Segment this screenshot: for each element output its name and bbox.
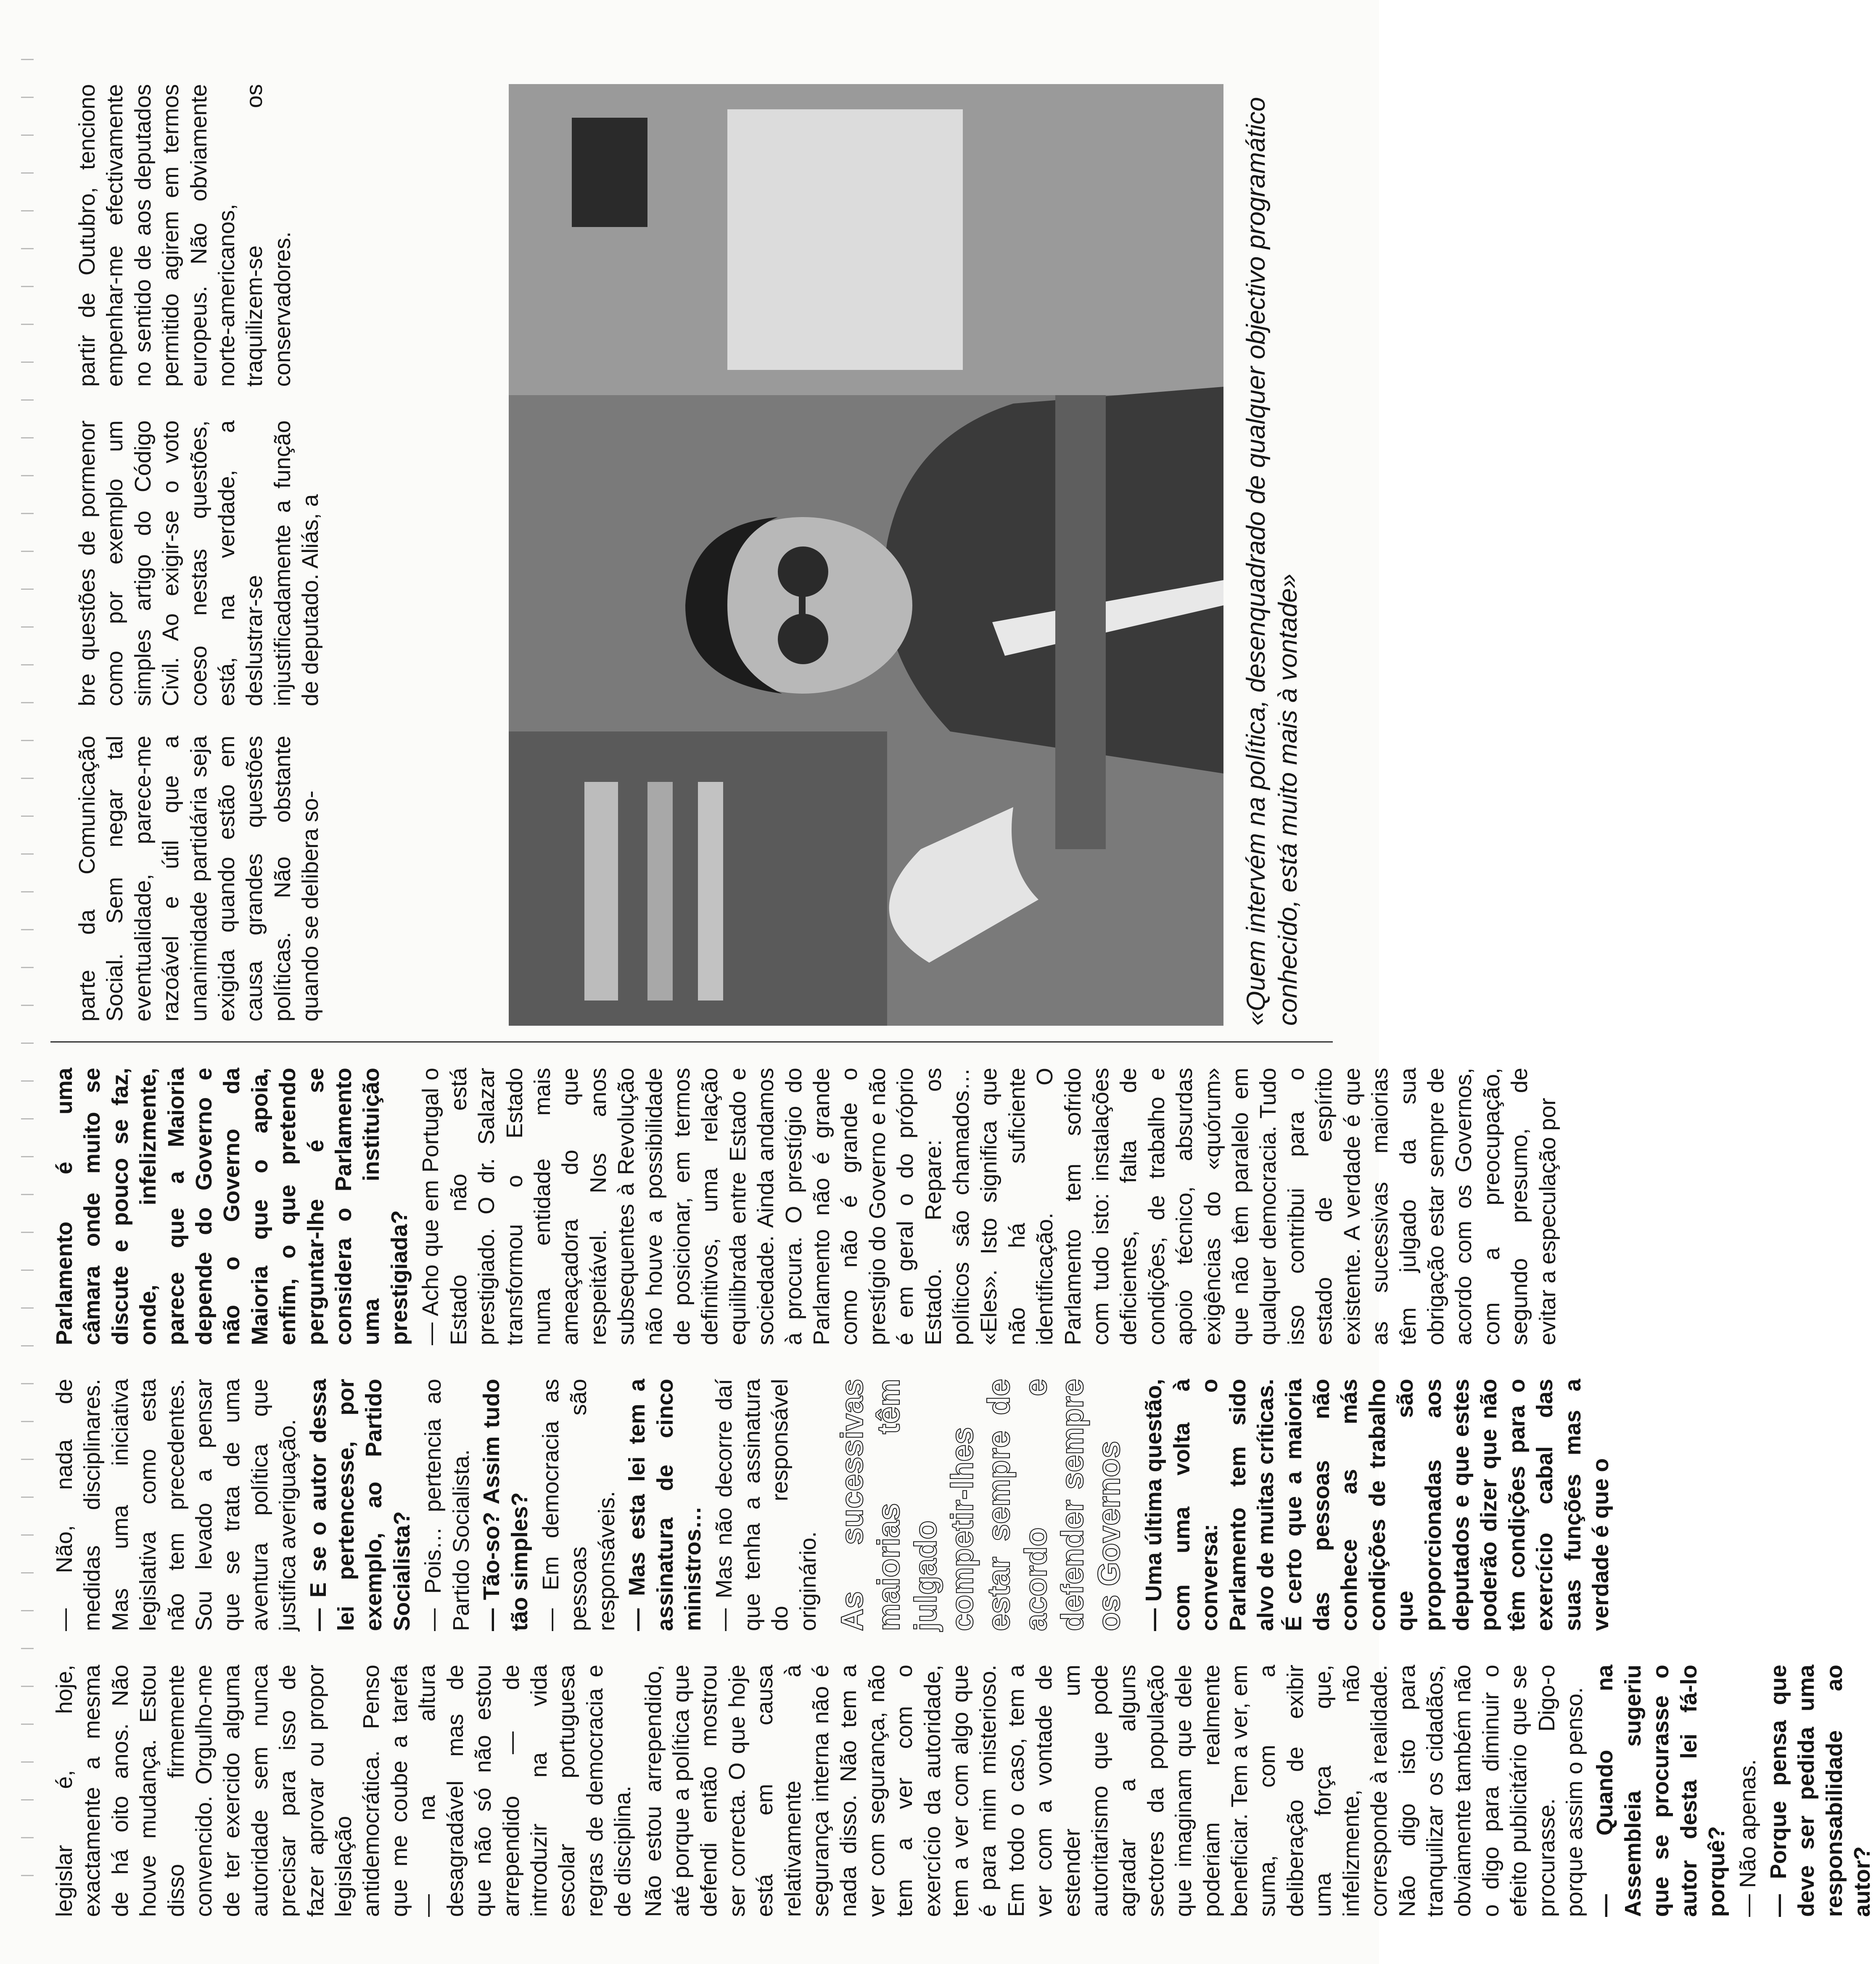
paragraph: bre questões de pormenor como por exemplo um simples artigo do Código Civil. Ao exigir-se o voto coeso nestas questões, está, na verdade, a deslustrar-se injustificadamente a função de deputado. Aliás, a bbox=[74, 420, 323, 706]
interview-question: — Uma última questão, com uma volta à conversa: o Parlamento tem sido alvo de muitas críticas. É certo que a maioria das pessoas não conhece as más condições de trabalho que são proporcionadas aos deputados e que estes poderão dizer que não têm condições para o exercício cabal das suas funções mas a verdade é que o bbox=[1141, 1379, 1613, 1631]
paragraph: Não estou arrependido, até porque a política que defendi então mostrou ser correcta. O que hoje está em causa relativamente à segurança interna não é nada disso. Não tem a ver com segurança, não tem a ver com o exercício da autoridade, tem a ver com algo que é para mim misterioso. Em todo o caso, tem a ver com a vontade de estender um autoritarismo que pode agradar a alguns sectores da população que imaginam que dele poderiam realmente beneficiar. Tem a ver, em suma, com a deliberação de exibir uma força que, infelizmente, não corresponde à realidade. Não digo isto para tranquilizar os cidadãos, obviamente também não o digo para diminuir o efeito publicitário que se procurasse. Digo-o porque assim o penso. bbox=[640, 1665, 1587, 1917]
interview-question: — Mas esta lei tem a assinatura de cinco ministros… bbox=[624, 1379, 705, 1631]
paragraph: parte da Comunicação Social. Sem negar tal eventualidade, parece-me razoável e útil que a unanimidade partidária seja exigida quando estão em causa grandes questões políticas. Não obstante quando se delibera so- bbox=[74, 736, 323, 1022]
interview-question: Parlamento é uma câmara onde muito se discute e pouco se faz, onde, infelizmente, parece que a Maioria depende do Governo e não o Governo da Maioria que o apoia, enfim, o que pretendo perguntar-lhe é se considera o Parlamento uma instituição prestigiada? bbox=[52, 1068, 412, 1345]
interview-question: — E se o autor dessa lei pertencesse, por exemplo, ao Partido Socialista? bbox=[305, 1379, 415, 1631]
column-2 bbox=[50, 1379, 1613, 1631]
interview-answer: — Pois… pertencia ao Partido Socialista. bbox=[420, 1379, 474, 1631]
top-text-3 bbox=[50, 84, 429, 387]
subheadline: As sucessivas maiorias têm julgado competir-lhes estar sempre de acordo e defender sempre os Governos bbox=[834, 1379, 1127, 1631]
column-3 bbox=[50, 1068, 1560, 1345]
interview-answer: — Mas não decorre daí que tenha a assinatura do responsável originário. bbox=[711, 1379, 821, 1631]
paragraph: partir de Outubro, tenciono empenhar-me efectivamente no sentido de aos deputados permitido agirem em termos europeus. Não obviamente norte-americanos, traquilizem-se os conservadores. bbox=[74, 84, 295, 387]
column-1 bbox=[50, 1665, 1875, 1917]
top-text-2 bbox=[50, 420, 429, 706]
interview-question: — Tão-so? Assim tudo tão simples? bbox=[479, 1379, 532, 1631]
interview-answer: — Acho que em Portugal o Estado não está prestigiado. O dr. Salazar transformou o Estado numa entidade mais ameaçadora do que respeitável. Nos anos subsequentes à Revolução não houve a possibilidade de posicionar, em termos definitivos, uma relação equilibrada entre Estado e sociedade. Ainda andamos à procura. O prestígio do Parlamento não é grande como não é grande o prestígio do Governo e não é em geral o do próprio Estado. Repare: os políticos são chamados… «Eles». Isto significa que não há suficiente identificação. O Parlamento tem sofrido com tudo isto: instalações deficientes, falta de condições, de trabalho e apoio técnico, absurdas exigências do «quórum» que não têm paralelo em qualquer democracia. Tudo isso contribui para o estado de espírito existente. A verdade é que as sucessivas maiorias têm julgado da sua obrigação estar sempre de acordo com os Governos, com a preocupação, segundo presumo, de evitar a especulação por bbox=[418, 1068, 1560, 1345]
interview-answer: — Em democracia as pessoas são responsáveis. bbox=[538, 1379, 619, 1631]
newspaper-page bbox=[50, 59, 1875, 1917]
interview-question: — Quando na Assembleia sugeriu que se procurasse o autor desta lei fá-lo porquê? bbox=[1592, 1665, 1729, 1917]
photo-image bbox=[509, 84, 1223, 1026]
top-text-1 bbox=[50, 736, 429, 1022]
column-divider bbox=[50, 1041, 1333, 1043]
interview-answer: — Não, nada de medidas disciplinares. Mas uma iniciativa legislativa como esta não tem precedentes. Sou levado a pensar que se trata de uma aventura política que justifica averiguação. bbox=[52, 1379, 301, 1631]
paragraph: legislar é, hoje, exactamente a mesma de há oito anos. Não houve mudança. Estou disso firmemente convencido. Orgulho-me de ter exercido alguma autoridade sem nunca precisar para isso de fazer aprovar ou propor legislação antidemocrática. Penso que me coube a tarefa — na altura desagradável mas de que não só não estou arrependido — de introduzir na vida escolar portuguesa regras de democracia e de disciplina. bbox=[52, 1665, 636, 1917]
interview-answer: — Não apenas. bbox=[1735, 1759, 1761, 1917]
scan-edge-dots bbox=[21, 59, 34, 1909]
interview-question: — Porque pensa que deve ser pedida uma responsabilidade ao autor? bbox=[1765, 1665, 1875, 1917]
photo-caption: «Quem intervém na política, desenquadrado de qualquer objectivo programático conhecido, está muito mais à vontade» bbox=[1242, 97, 1303, 1026]
portrait-photo bbox=[509, 84, 1223, 1026]
